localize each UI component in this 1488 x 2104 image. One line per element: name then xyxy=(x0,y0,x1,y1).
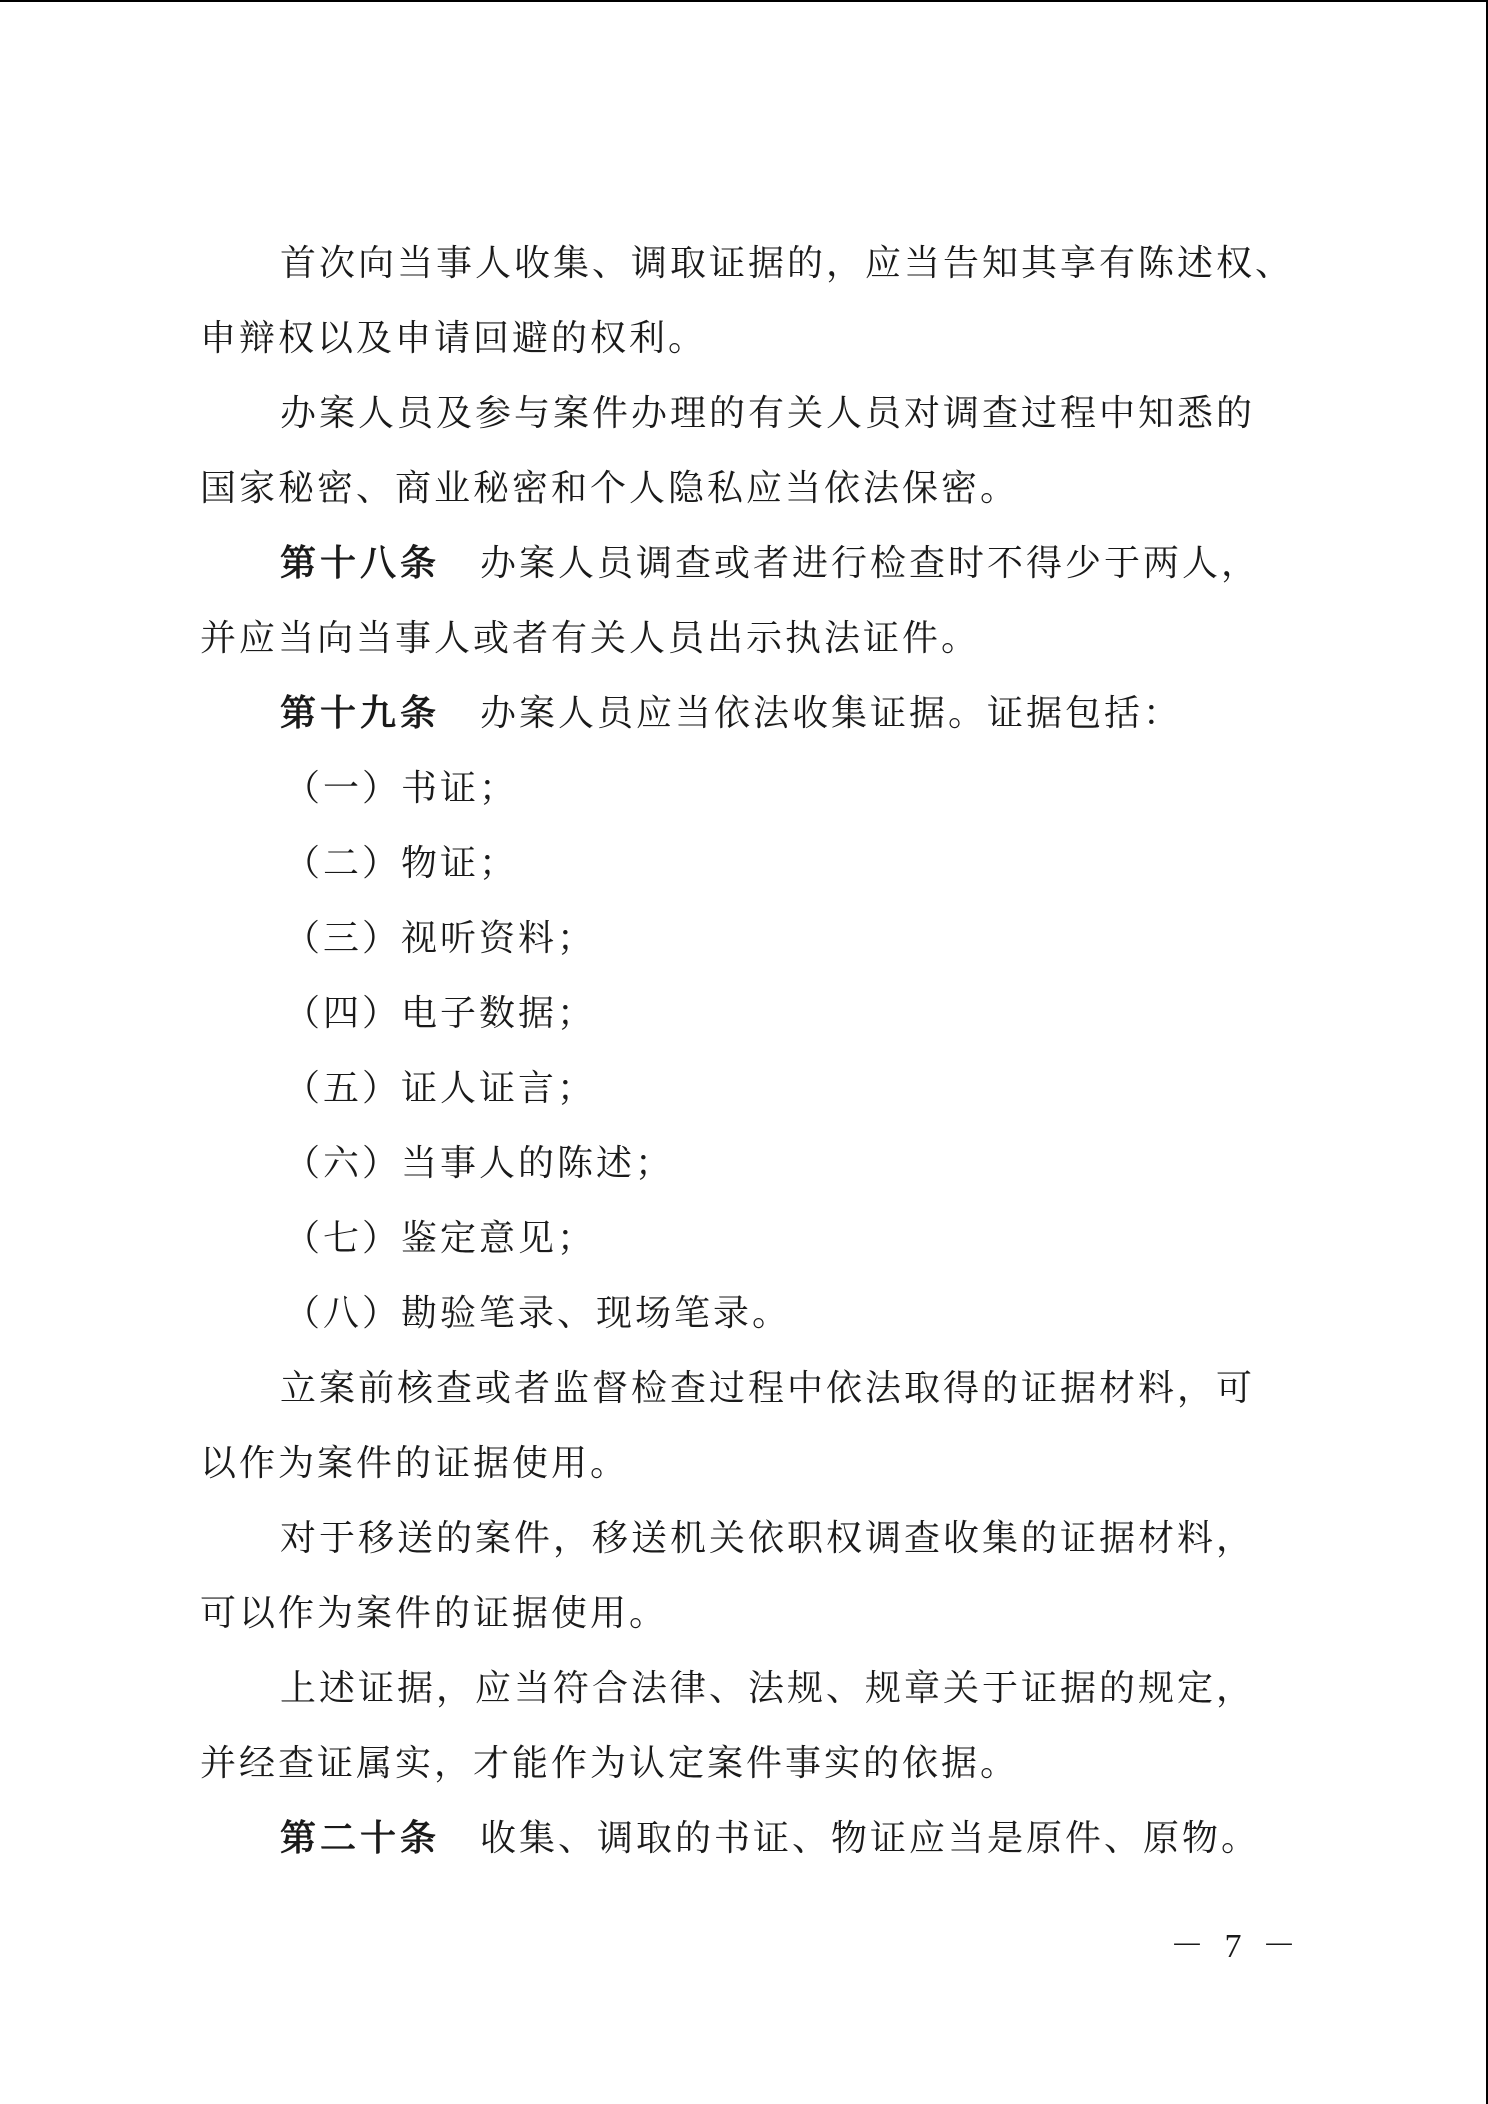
list-item: （一）书证； xyxy=(284,768,519,809)
paragraph xyxy=(200,376,1290,526)
list-item: （四）电子数据； xyxy=(284,993,597,1034)
list-item: （七）鉴定意见； xyxy=(284,1218,597,1259)
text-line: 立案前核查或者监督检查过程中依法取得的证据材料，可 xyxy=(280,1368,1256,1409)
article-text: 收集、调取的书证、物证应当是原件、原物。 xyxy=(480,1818,1261,1859)
page-top-border xyxy=(0,0,1488,2)
article-19 xyxy=(200,676,1290,751)
article-title: 第十九条 xyxy=(280,693,441,734)
text-line xyxy=(200,676,1290,751)
text-line xyxy=(200,526,1290,601)
paragraph xyxy=(200,1501,1290,1651)
text-line: 并应当向当事人或者有关人员出示执法证件。 xyxy=(200,618,981,659)
article-18 xyxy=(200,526,1290,676)
article-20 xyxy=(200,1801,1290,1876)
article-text: 办案人员调查或者进行检查时不得少于两人， xyxy=(480,543,1261,584)
document-body xyxy=(200,226,1295,1876)
text-line: 首次向当事人收集、调取证据的，应当告知其享有陈述权、 xyxy=(280,243,1295,284)
text-line: 办案人员及参与案件办理的有关人员对调查过程中知悉的 xyxy=(280,393,1256,434)
page-number: － 7 － xyxy=(1170,1928,1302,1965)
list-item: （二）物证； xyxy=(284,843,519,884)
list-item: （六）当事人的陈述； xyxy=(284,1143,675,1184)
text-line: 申辩权以及申请回避的权利。 xyxy=(200,318,708,359)
article-title: 第二十条 xyxy=(280,1818,441,1859)
text-line xyxy=(200,1801,1290,1876)
article-text: 办案人员应当依法收集证据。证据包括： xyxy=(480,693,1183,734)
text-line: 并经查证属实，才能作为认定案件事实的依据。 xyxy=(200,1743,1020,1784)
list-item: （三）视听资料； xyxy=(284,918,597,959)
text-line: 上述证据，应当符合法律、法规、规章关于证据的规定， xyxy=(280,1668,1256,1709)
paragraph xyxy=(200,226,1295,376)
evidence-list xyxy=(200,751,1290,1351)
text-line: 以作为案件的证据使用。 xyxy=(200,1443,630,1484)
text-line: 对于移送的案件，移送机关依职权调查收集的证据材料， xyxy=(280,1518,1256,1559)
paragraph xyxy=(200,1351,1290,1501)
paragraph xyxy=(200,1651,1290,1801)
list-item: （八）勘验笔录、现场笔录。 xyxy=(284,1293,792,1334)
text-line: 国家秘密、商业秘密和个人隐私应当依法保密。 xyxy=(200,468,1020,509)
list-item: （五）证人证言； xyxy=(284,1068,597,1109)
text-line: 可以作为案件的证据使用。 xyxy=(200,1593,669,1634)
article-title: 第十八条 xyxy=(280,543,441,584)
